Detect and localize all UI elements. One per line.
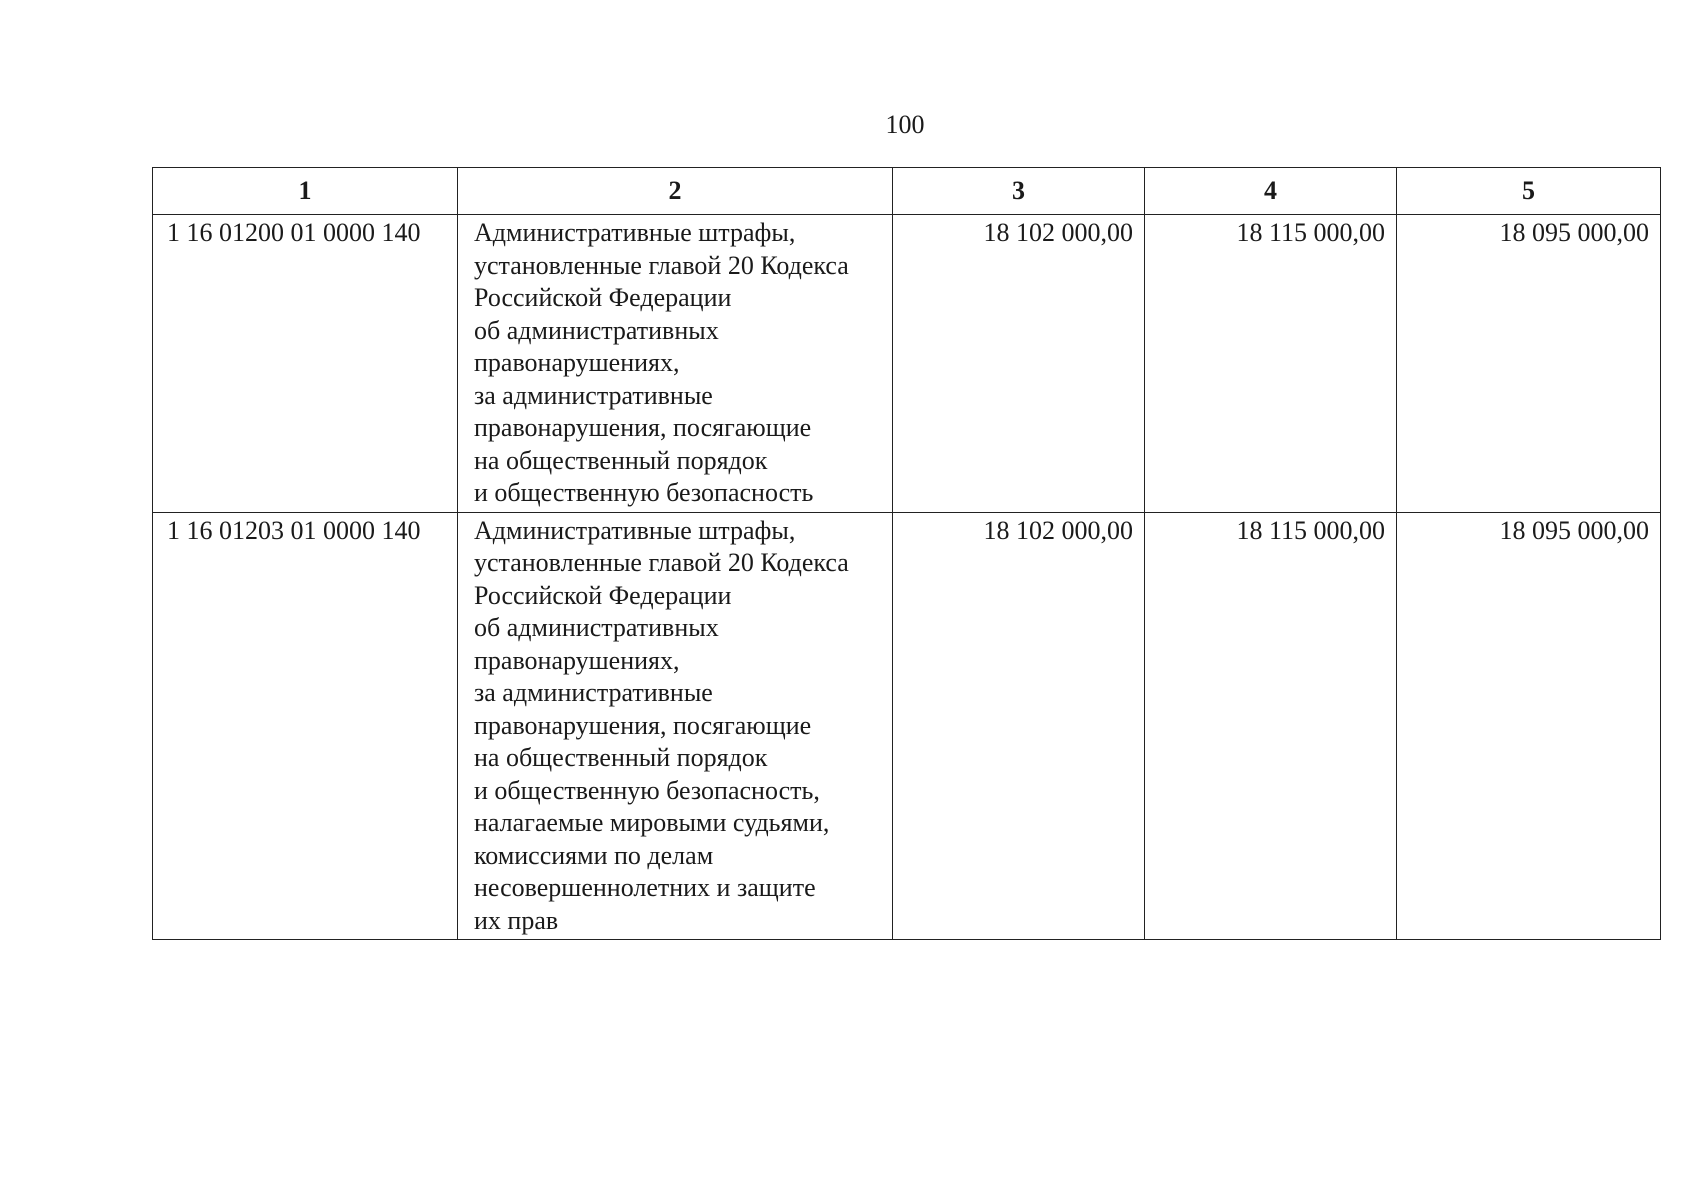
row-value-col-3: 18 102 000,00	[893, 512, 1145, 940]
row-name-line: комиссиями по делам	[474, 840, 714, 870]
header-col-1: 1	[153, 168, 458, 215]
row-name-line: Административные штрафы,	[474, 218, 796, 247]
row-name-line: их прав	[474, 905, 559, 935]
table-row	[153, 512, 1661, 940]
header-col-5: 5	[1397, 168, 1661, 215]
row-name-line: на общественный порядок	[474, 445, 768, 475]
row-value-col-3: 18 102 000,00	[893, 215, 1145, 513]
row-name-line: об административных	[474, 613, 719, 642]
row-code: 1 16 01203 01 0000 140	[153, 512, 458, 940]
row-name-line: на общественный порядок	[474, 743, 768, 772]
page-number: 100	[885, 110, 925, 139]
row-value-col-5: 18 095 000,00	[1397, 215, 1661, 513]
header-col-3: 3	[893, 168, 1145, 215]
table-header-row	[153, 168, 1661, 215]
row-name-line: установленные главой 20 Кодекса	[474, 250, 849, 280]
row-name-line: за административные	[474, 380, 713, 410]
row-name-line: и общественную безопасность	[474, 478, 814, 507]
row-name-line: правонарушениях,	[474, 645, 680, 675]
row-name-line: правонарушения, посягающие	[474, 710, 812, 740]
table-row	[153, 215, 1661, 513]
row-code: 1 16 01200 01 0000 140	[153, 215, 458, 513]
row-name	[458, 215, 893, 513]
row-name-line: несовершеннолетних и защите	[474, 873, 816, 902]
header-col-4: 4	[1145, 168, 1397, 215]
row-value-col-4: 18 115 000,00	[1145, 215, 1397, 513]
budget-table	[152, 167, 1661, 940]
row-name-line: правонарушениях,	[474, 348, 680, 377]
row-name-line: правонарушения, посягающие	[474, 413, 812, 442]
row-name	[458, 512, 893, 940]
row-name-line: Российской Федерации	[474, 580, 732, 610]
header-col-2: 2	[458, 168, 893, 215]
row-name-line: и общественную безопасность,	[474, 775, 820, 805]
row-name-line: Административные штрафы,	[474, 515, 796, 545]
row-value-col-4: 18 115 000,00	[1145, 512, 1397, 940]
row-value-col-5: 18 095 000,00	[1397, 512, 1661, 940]
row-name-line: об административных	[474, 315, 719, 345]
row-name-line: налагаемые мировыми судьями,	[474, 808, 830, 837]
row-name-line: Российской Федерации	[474, 283, 732, 312]
row-name-line: за административные	[474, 678, 713, 707]
row-name-line: установленные главой 20 Кодекса	[474, 548, 849, 577]
